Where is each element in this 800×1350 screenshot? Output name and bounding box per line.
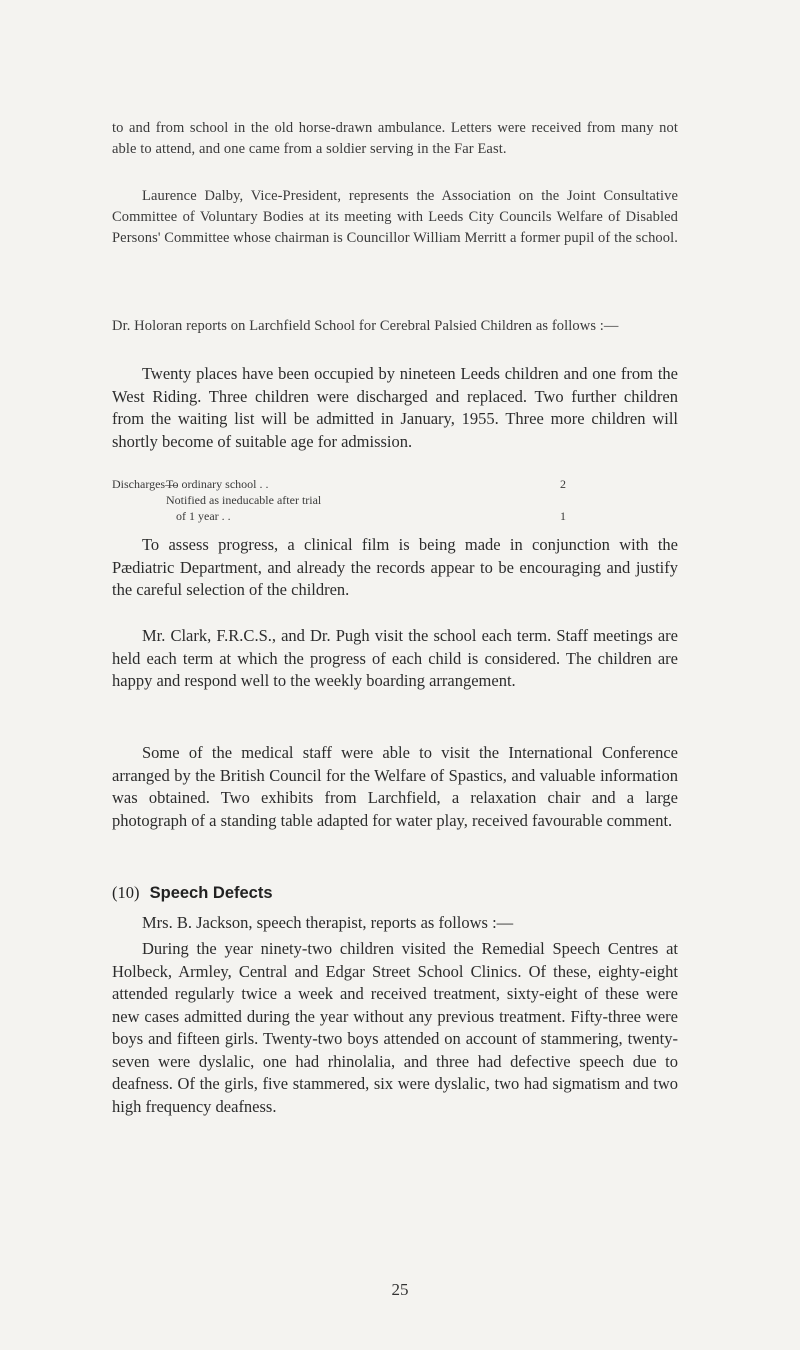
paragraph-clinical-film: To assess progress, a clinical film is being made in conjunction with the Pædiatric Department, and already the records appear to be encouraging and justify the careful selection of the children. — [112, 535, 678, 599]
discharges-list — [166, 476, 566, 524]
discharge-item: Notified as ineducable after trial — [166, 493, 322, 507]
discharge-item: To ordinary school . . — [166, 477, 269, 491]
paragraph-places-occupied: Twenty places have been occupied by nineteen Leeds children and one from the West Riding. Three children were discharged and replaced. Two further children from the waiting list will be admitted in January, 1955. Three more children will shortly become of suitable age for admission. — [112, 364, 678, 451]
paragraph-holoran-report: Dr. Holoran reports on Larchfield School for Cerebral Palsied Children as follows :— — [112, 318, 619, 334]
paragraph-speech-centres: During the year ninety-two children visited the Remedial Speech Centres at Holbeck, Armley, Central and Edgar Street School Clinics. Of these, eighty-eight attended regularly twice a week and received treatment, sixty-eight of these were new cases admitted during the year without any previous treatment. Fifty-three were boys and fifteen girls. Twenty-two boys attended on account of stammering, twenty-seven were dyslalic, one had rhinolalia, and three had defective speech due to deafness. Of the girls, five stammered, six were dyslalic, two had sigmatism and two high frequency deafness. — [112, 939, 678, 1116]
discharge-value: 1 — [560, 509, 566, 523]
discharge-row — [166, 492, 566, 508]
paragraph-staff-meetings: Mr. Clark, F.R.C.S., and Dr. Pugh visit the school each term. Staff meetings are held each term at which the progress of each child is considered. The children are happy and respond well to the weekly boarding arrangement. — [112, 626, 678, 690]
discharge-value: 2 — [560, 477, 566, 491]
section-heading — [112, 882, 273, 904]
paragraph-speech-therapist: Mrs. B. Jackson, speech therapist, reports as follows :— — [142, 913, 514, 932]
discharge-row — [166, 508, 566, 524]
paragraph-vice-president: Laurence Dalby, Vice-President, represents the Association on the Joint Consultative Committee of Voluntary Bodies at its meeting with Leeds City Councils Welfare of Disabled Persons' Committee whose chairman is Councillor William Merritt a former pupil of the school. — [112, 188, 678, 246]
discharges-label: Discharges— — [112, 477, 178, 491]
discharge-item: of 1 year . . — [176, 509, 231, 523]
paragraph-conference: Some of the medical staff were able to visit the International Conference arranged by the British Council for the Welfare of Spastics, and valuable information was obtained. Two exhibits from Larchfield, a relaxation chair and a large photograph of a standing table adapted for water play, received favourable comment. — [112, 743, 678, 830]
page-number: 25 — [391, 1280, 409, 1299]
section-title: Speech Defects — [149, 884, 273, 902]
discharge-row — [166, 476, 566, 492]
section-number: (10) — [112, 883, 140, 902]
paragraph-ambulance: to and from school in the old horse-drawn ambulance. Letters were received from many not able to attend, and one came from a soldier serving in the Far East. — [112, 120, 678, 157]
